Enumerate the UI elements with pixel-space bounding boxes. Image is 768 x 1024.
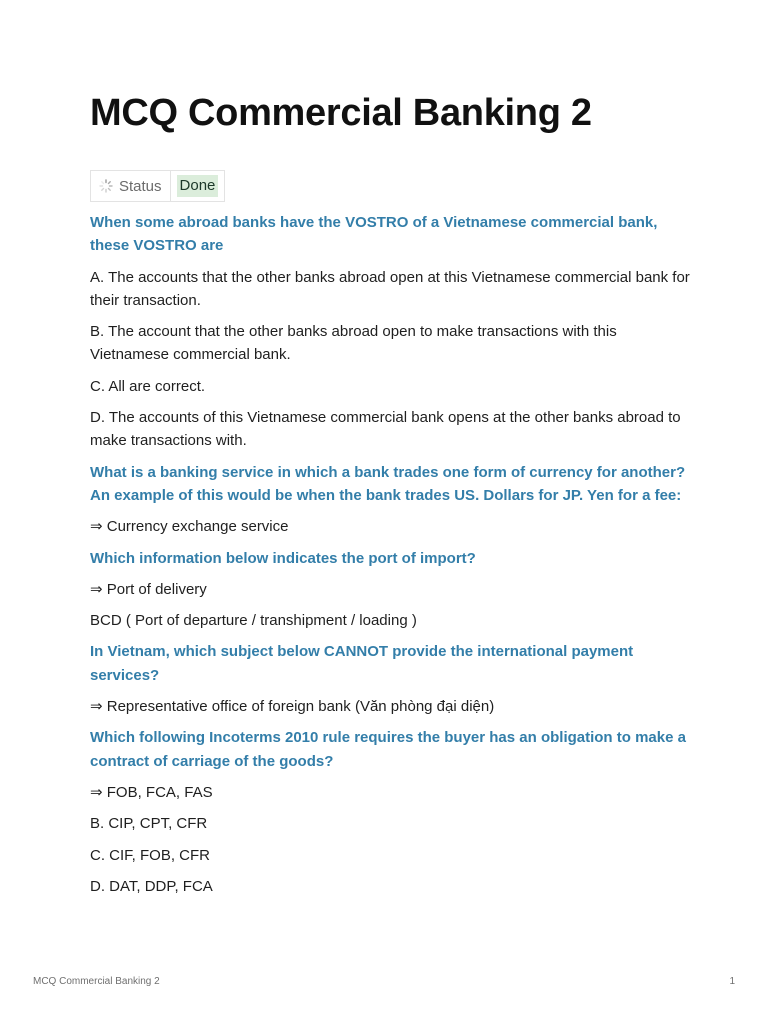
- answer-text: ⇒ Currency exchange service: [90, 518, 289, 536]
- page-title: MCQ Commercial Banking 2: [90, 92, 592, 134]
- status-value: [171, 171, 225, 201]
- question-text: When some abroad banks have the VOSTRO of a Vietnamese commercial bank, these VOSTRO are: [90, 214, 658, 255]
- status-badge: Done: [177, 175, 219, 197]
- answer-text: C. All are correct.: [90, 377, 206, 395]
- question-text: Which following Incoterms 2010 rule requires the buyer has an obligation to make a contract of carriage of the goods?: [90, 729, 686, 770]
- status-property-key: [91, 171, 171, 201]
- answer-text: BCD ( Port of departure / transhipment / loading ): [90, 612, 417, 630]
- answer-text: B. The account that the other banks abroad open to make transactions with this Vietnamese commercial bank.: [90, 323, 617, 364]
- question-text: Which information below indicates the port of import?: [90, 549, 476, 567]
- answer-text: A. The accounts that the other banks abroad open at this Vietnamese commercial bank for their transaction.: [90, 268, 690, 309]
- answer-text: B. CIP, CPT, CFR: [90, 815, 208, 833]
- question-text: What is a banking service in which a bank trades one form of currency for another? An example of this would be when the bank trades US. Dollars for JP. Yen for a fee:: [90, 463, 686, 504]
- status-property: [90, 170, 225, 202]
- status-label: Status: [119, 177, 162, 195]
- answer-text: ⇒ Port of delivery: [90, 580, 207, 598]
- loading-spinner-icon: [99, 179, 113, 193]
- footer-doc-name: MCQ Commercial Banking 2: [33, 976, 160, 987]
- answer-text: C. CIF, FOB, CFR: [90, 846, 210, 864]
- answer-text: D. The accounts of this Vietnamese commercial bank opens at the other banks abroad to make transactions with.: [90, 409, 681, 450]
- answer-text: ⇒ FOB, FCA, FAS: [90, 783, 213, 801]
- answer-text: ⇒ Representative office of foreign bank (Văn phòng đại diện): [90, 698, 495, 716]
- answer-text: D. DAT, DDP, FCA: [90, 877, 213, 895]
- question-text: In Vietnam, which subject below CANNOT provide the international payment services?: [90, 643, 634, 684]
- document-content: [90, 211, 690, 906]
- footer-page-number: 1: [729, 976, 735, 987]
